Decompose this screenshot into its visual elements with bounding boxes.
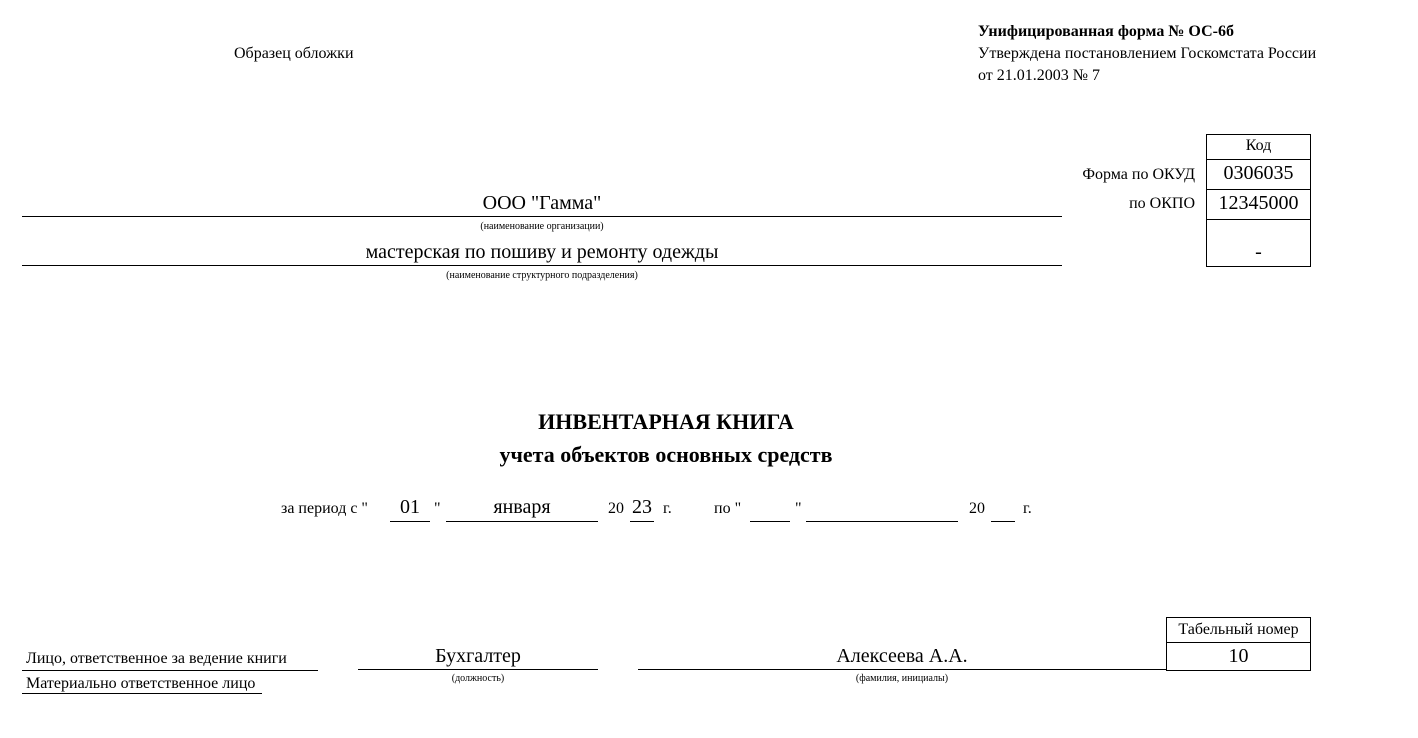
name-caption: (фамилия, инициалы): [855, 673, 949, 684]
position-value: Бухгалтер: [435, 645, 521, 667]
period-from-month: января: [493, 496, 551, 518]
material-underline: [22, 693, 262, 694]
period-to-year-suffix: г.: [1023, 500, 1032, 517]
code-header: Код: [1245, 137, 1272, 154]
form-title: Унифицированная форма № ОС-6б: [978, 23, 1234, 40]
period-from-prefix: за период с ": [281, 500, 368, 517]
book-keeper-underline: [22, 670, 318, 671]
period-to-prefix: по ": [714, 500, 742, 517]
okpo-code: 12345000: [1218, 192, 1299, 214]
sample-label: Образец обложки: [234, 45, 354, 62]
period-to-year-prefix: 20: [969, 500, 985, 517]
organization-name: ООО "Гамма": [482, 192, 602, 214]
period-to-quote: ": [795, 500, 802, 517]
okpo-label: по ОКПО: [1129, 195, 1195, 212]
approval-line-2: от 21.01.2003 № 7: [978, 67, 1101, 84]
to-day-underline: [750, 521, 790, 522]
period-year-suffix: г.: [663, 500, 672, 517]
period-year-prefix: 20: [608, 500, 624, 517]
name-underline: [638, 669, 1166, 670]
position-underline: [358, 669, 598, 670]
division-underline: [22, 265, 1062, 266]
division-caption: (наименование структурного подразделения): [446, 270, 638, 281]
from-month-underline: [446, 521, 598, 522]
extra-code: -: [1255, 241, 1262, 263]
book-keeper-label: Лицо, ответственное за ведение книги: [26, 650, 287, 667]
position-caption: (должность): [451, 673, 505, 684]
to-month-underline: [806, 521, 958, 522]
from-day-underline: [390, 521, 430, 522]
organization-caption: (наименование организации): [480, 221, 604, 232]
responsible-name: Алексеева А.А.: [836, 645, 968, 667]
document-subtitle: учета объектов основных средств: [499, 442, 833, 467]
division-name: мастерская по пошиву и ремонту одежды: [365, 241, 719, 263]
material-responsible-label: Материально ответственное лицо: [26, 675, 256, 692]
tab-number-header: Табельный номер: [1178, 621, 1299, 638]
period-quote: ": [434, 500, 441, 517]
period-from-year: 23: [632, 496, 652, 518]
okud-label: Форма по ОКУД: [1082, 166, 1195, 183]
tab-number-value: 10: [1228, 645, 1249, 667]
tab-number-table: [1166, 617, 1311, 671]
period-from-day: 01: [400, 496, 420, 518]
organization-underline: [22, 216, 1062, 217]
to-year-underline: [991, 521, 1015, 522]
okud-code: 0306035: [1223, 162, 1294, 184]
approval-line-1: Утверждена постановлением Госкомстата России: [978, 45, 1317, 62]
from-year-underline: [630, 521, 654, 522]
document-title: ИНВЕНТАРНАЯ КНИГА: [538, 409, 794, 434]
code-table: [1206, 134, 1311, 267]
